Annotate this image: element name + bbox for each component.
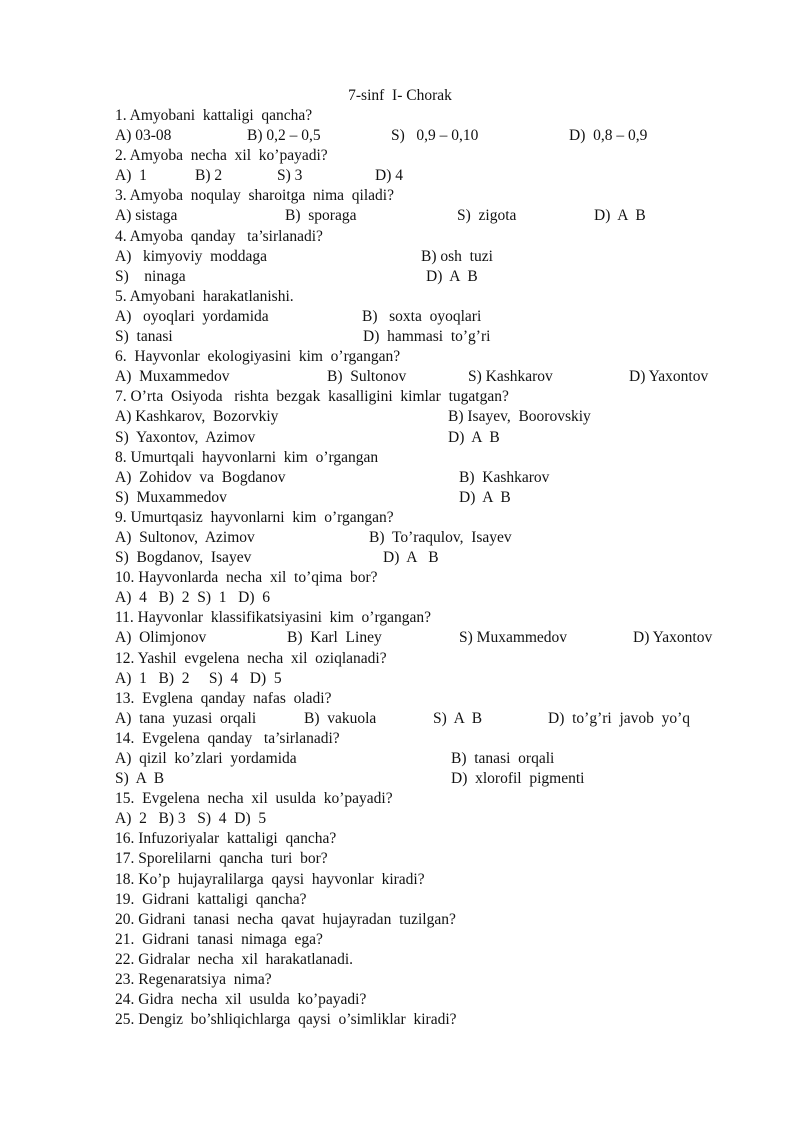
- question-text: A) 4 B) 2 S) 1 D) 6: [115, 589, 270, 607]
- answer-option: B) 2: [195, 167, 223, 185]
- answer-options-line: [115, 307, 755, 327]
- answer-option: S) Kashkarov: [468, 368, 553, 386]
- answer-option: A) Olimjonov: [115, 629, 207, 647]
- question-text: 25. Dengiz bo’shliqichlarga qaysi o’simliklar kiradi?: [115, 1011, 457, 1029]
- answer-options-line: [115, 327, 755, 347]
- question-line: [115, 608, 755, 628]
- answer-option: D) hammasi to’g’ri: [363, 328, 491, 346]
- question-text: 16. Infuzoriyalar kattaligi qancha?: [115, 830, 337, 848]
- answer-option: S) tanasi: [115, 328, 173, 346]
- question-line: [115, 227, 755, 247]
- answer-options-line: [115, 628, 755, 648]
- question-line: [115, 970, 755, 990]
- answer-option: B) Isayev, Boorovskiy: [448, 408, 591, 426]
- question-text: 13. Evglena qanday nafas oladi?: [115, 689, 332, 707]
- question-text: 4. Amyoba qanday ta’sirlanadi?: [115, 227, 323, 245]
- question-text: 20. Gidrani tanasi necha qavat hujayradan tuzilgan?: [115, 910, 456, 928]
- answer-options-line: [115, 468, 755, 488]
- question-list: [115, 106, 755, 1030]
- question-line: [115, 146, 755, 166]
- question-text: 5. Amyobani harakatlanishi.: [115, 287, 294, 305]
- answer-option: B) Sultonov: [327, 368, 407, 386]
- question-text: 15. Evgelena necha xil usulda ko’payadi?: [115, 790, 393, 808]
- question-text: 7. O’rta Osiyoda rishta bezgak kasalligini kimlar tugatgan?: [115, 388, 509, 406]
- question-line: [115, 689, 755, 709]
- question-text: 22. Gidralar necha xil harakatlanadi.: [115, 950, 353, 968]
- answer-options-line: [115, 206, 755, 226]
- answer-option: D) xlorofil pigmenti: [451, 770, 585, 788]
- answer-option: S) zigota: [457, 207, 517, 225]
- answer-option: D) A B: [426, 267, 478, 285]
- answer-options-line: [115, 548, 755, 568]
- answer-option: S) A B: [115, 770, 165, 788]
- answer-option: D) A B: [448, 428, 500, 446]
- answer-option: S) Muxammedov: [459, 629, 568, 647]
- question-line: [115, 387, 755, 407]
- answer-options-line: [115, 749, 755, 769]
- answer-options-line: [115, 126, 755, 146]
- answer-option: D) Yaxontov: [633, 629, 713, 647]
- page-title: 7-sinf I- Chorak: [348, 87, 452, 104]
- question-text: 6. Hayvonlar ekologiyasini kim o’rgangan?: [115, 348, 401, 366]
- question-line: [115, 106, 755, 126]
- question-text: 11. Hayvonlar klassifikatsiyasini kim o’rgangan?: [115, 609, 431, 627]
- question-text: 2. Amyoba necha xil ko’payadi?: [115, 147, 328, 165]
- question-line: [115, 347, 755, 367]
- question-line: [115, 950, 755, 970]
- answer-option: B) Karl Liney: [287, 629, 382, 647]
- question-line: [115, 588, 755, 608]
- answer-options-line: [115, 709, 755, 729]
- question-line: [115, 508, 755, 528]
- answer-option: S) Muxammedov: [115, 488, 227, 506]
- question-text: 10. Hayvonlarda necha xil to’qima bor?: [115, 569, 378, 587]
- answer-options-line: [115, 267, 755, 287]
- answer-option: D) 4: [375, 167, 403, 185]
- answer-option: D) to’g’ri javob yo’q: [548, 709, 691, 727]
- answer-option: S) Yaxontov, Azimov: [115, 428, 256, 446]
- answer-option: B) tanasi orqali: [451, 750, 555, 767]
- answer-option: A) kimyoviy moddaga: [115, 247, 267, 265]
- question-line: [115, 890, 755, 910]
- question-text: 24. Gidra necha xil usulda ko’payadi?: [115, 991, 367, 1009]
- question-line: [115, 910, 755, 930]
- answer-options-line: [115, 247, 755, 267]
- answer-option: S) 0,9 – 0,10: [391, 127, 479, 145]
- question-line: [115, 287, 755, 307]
- answer-option: D) Yaxontov: [629, 368, 709, 386]
- answer-option: B) 0,2 – 0,5: [247, 127, 321, 145]
- question-text: 9. Umurtqasiz hayvonlarni kim o’rgangan?: [115, 508, 394, 526]
- answer-options-line: [115, 528, 755, 548]
- answer-option: S) Bogdanov, Isayev: [115, 549, 252, 567]
- question-text: 23. Regenaratsiya nima?: [115, 971, 272, 989]
- question-line: [115, 930, 755, 950]
- question-text: A) 2 B) 3 S) 4 D) 5: [115, 810, 267, 828]
- answer-option: A) Sultonov, Azimov: [115, 528, 255, 546]
- answer-option: A) 1: [115, 167, 147, 185]
- answer-option: D) A B: [383, 549, 439, 567]
- question-text: 1. Amyobani kattaligi qancha?: [115, 107, 313, 124]
- answer-option: A) oyoqlari yordamida: [115, 307, 269, 325]
- question-text: 14. Evgelena qanday ta’sirlanadi?: [115, 729, 340, 747]
- answer-option: A) Kashkarov, Bozorvkiy: [115, 408, 279, 426]
- question-text: 12. Yashil evgelena necha xil oziqlanadi?: [115, 649, 387, 667]
- answer-options-line: [115, 428, 755, 448]
- answer-option: S) A B: [433, 709, 483, 727]
- answer-option: B) Kashkarov: [459, 468, 550, 486]
- question-line: [115, 568, 755, 588]
- answer-option: D) 0,8 – 0,9: [569, 127, 648, 145]
- question-text: 19. Gidrani kattaligi qancha?: [115, 890, 307, 908]
- answer-option: A) sistaga: [115, 207, 178, 225]
- question-line: [115, 448, 755, 468]
- question-line: [115, 870, 755, 890]
- answer-options-line: [115, 769, 755, 789]
- question-line: [115, 649, 755, 669]
- answer-option: A) Zohidov va Bogdanov: [115, 468, 286, 486]
- question-text: 17. Sporelilarni qancha turi bor?: [115, 850, 328, 868]
- question-line: [115, 1010, 755, 1030]
- question-line: [115, 729, 755, 749]
- question-text: 21. Gidrani tanasi nimaga ega?: [115, 930, 323, 948]
- answer-option: A) tana yuzasi orqali: [115, 709, 257, 727]
- question-text: 18. Ko’p hujayralilarga qaysi hayvonlar kiradi?: [115, 870, 425, 888]
- question-line: [115, 669, 755, 689]
- answer-option: B) osh tuzi: [421, 247, 493, 265]
- answer-option: B) vakuola: [304, 709, 377, 727]
- answer-option: D) A B: [459, 488, 511, 506]
- answer-options-line: [115, 166, 755, 186]
- question-line: [115, 829, 755, 849]
- answer-option: B) soxta oyoqlari: [362, 307, 482, 325]
- answer-option: S) ninaga: [115, 267, 186, 285]
- question-text: 3. Amyoba noqulay sharoitga nima qiladi?: [115, 187, 394, 205]
- question-line: [115, 186, 755, 206]
- answer-option: D) A B: [594, 207, 646, 225]
- question-line: [115, 990, 755, 1010]
- answer-option: A) qizil ko’zlari yordamida: [115, 750, 297, 767]
- answer-options-line: [115, 488, 755, 508]
- question-line: [115, 849, 755, 869]
- answer-option: B) sporaga: [285, 207, 357, 225]
- question-text: 8. Umurtqali hayvonlarni kim o’rgangan: [115, 448, 379, 466]
- answer-options-line: [115, 367, 755, 387]
- question-text: A) 1 B) 2 S) 4 D) 5: [115, 669, 282, 687]
- answer-option: B) To’raqulov, Isayev: [369, 528, 512, 546]
- answer-option: A) 03-08: [115, 127, 172, 145]
- question-line: [115, 789, 755, 809]
- answer-options-line: [115, 407, 755, 427]
- answer-option: A) Muxammedov: [115, 368, 230, 386]
- answer-option: S) 3: [277, 167, 303, 185]
- question-line: [115, 809, 755, 829]
